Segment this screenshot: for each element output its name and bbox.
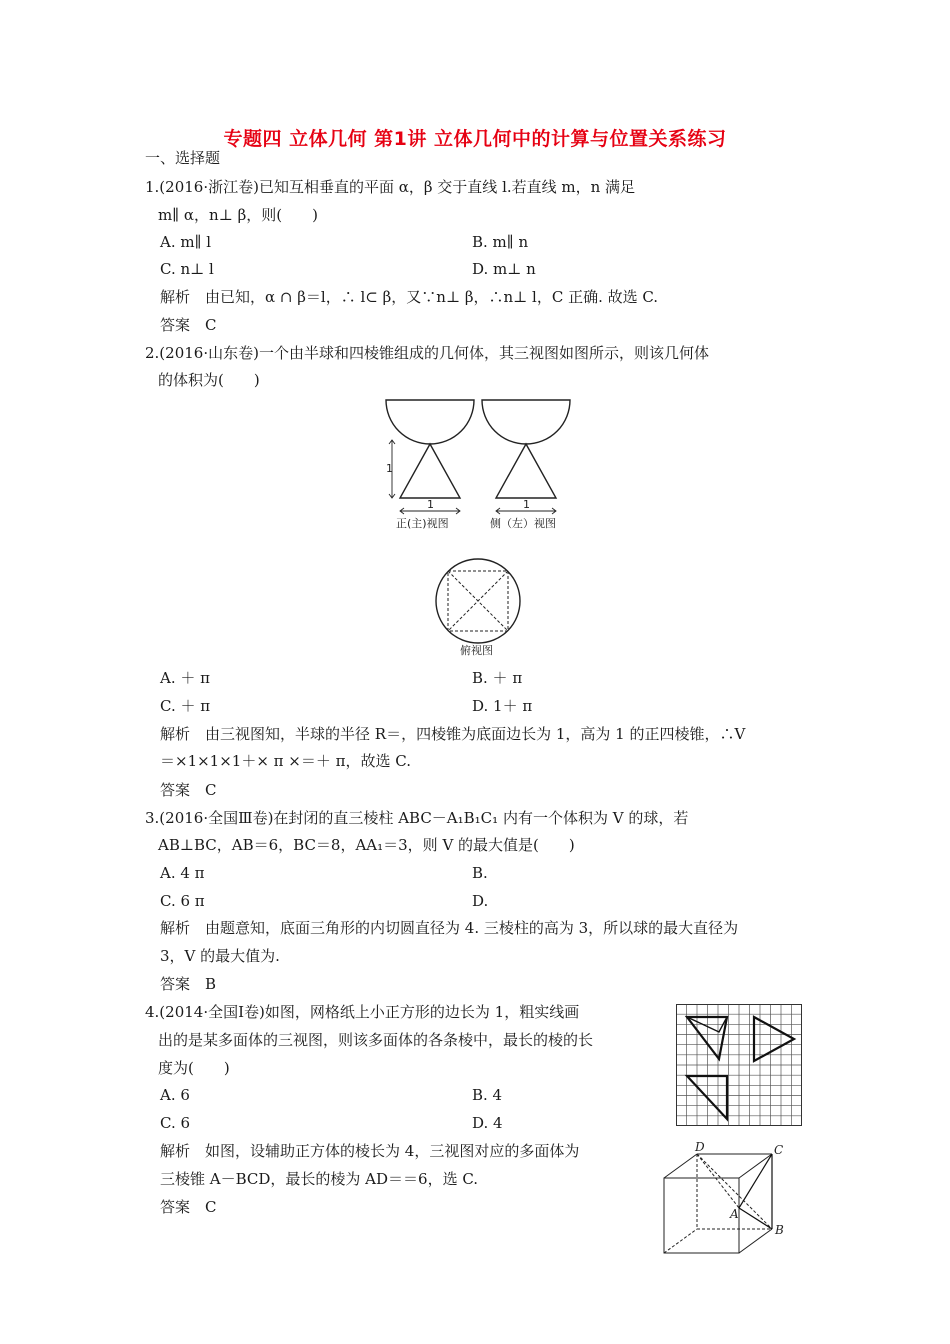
q4-analysis-line1: 解析 如图，设辅助正方体的棱长为 4，三视图对应的多面体为 [160, 1142, 580, 1160]
q2-option-d: D. 1＋ π [472, 697, 533, 715]
width-label: 1 [427, 498, 434, 511]
top-view-caption: 俯视图 [460, 644, 493, 657]
q1-stem-line1: 1.(2016·浙江卷)已知互相垂直的平面 α，β 交于直线 l.若直线 m，n 满足 [145, 178, 636, 196]
front-view-caption: 正(主)视图 [396, 517, 449, 530]
cube-label-a: A [730, 1207, 739, 1221]
q4-option-d: D. 4 [472, 1114, 503, 1132]
grid-three-view-figure [676, 1004, 802, 1126]
q3-stem-line1: 3.(2016·全国Ⅲ卷)在封闭的直三棱柱 ABC－A₁B₁C₁ 内有一个体积为 V 的球，若 [145, 809, 689, 827]
q4-stem-line1: 4.(2014·全国Ⅰ卷)如图，网格纸上小正方形的边长为 1，粗实线画 [145, 1003, 580, 1021]
three-view-side-figure [478, 398, 578, 533]
q1-answer: 答案 C [160, 316, 217, 334]
height-label: 1 [386, 462, 393, 475]
q2-answer: 答案 C [160, 781, 217, 799]
side-view-caption: 侧（左）视图 [490, 517, 556, 530]
side-width-label: 1 [523, 498, 530, 511]
q1-option-b: B. m∥ n [472, 233, 529, 251]
q4-stem-line2: 出的是某多面体的三视图，则该多面体的各条棱中，最长的棱的长 [158, 1031, 594, 1049]
q4-option-b: B. 4 [472, 1086, 503, 1104]
q1-option-a: A. m∥ l [160, 233, 212, 251]
q3-answer: 答案 B [160, 975, 217, 993]
section-heading: 一、选择题 [145, 149, 221, 167]
q1-stem-line2: m∥ α，n⊥ β，则( ) [158, 206, 318, 224]
q1-option-d: D. m⊥ n [472, 260, 536, 278]
three-view-front-figure [380, 398, 480, 533]
q4-option-a: A. 6 [160, 1086, 190, 1104]
q2-option-a: A. ＋ π [160, 669, 210, 687]
q2-analysis-line1: 解析 由三视图知，半球的半径 R＝，四棱锥为底面边长为 1，高为 1 的正四棱锥，∴V [160, 725, 746, 743]
cube-label-b: B [775, 1223, 784, 1237]
q3-analysis-line2: 3，V 的最大值为. [160, 947, 280, 965]
q3-option-d: D. [472, 892, 489, 910]
q4-stem-line3: 度为( ) [158, 1059, 230, 1077]
q3-option-c: C. 6 π [160, 892, 205, 910]
q2-option-c: C. ＋ π [160, 697, 211, 715]
q3-analysis-line1: 解析 由题意知，底面三角形的内切圆直径为 4. 三棱柱的高为 3，所以球的最大直径为 [160, 919, 739, 937]
q1-analysis: 解析 由已知，α ∩ β＝l，∴ l⊂ β，又∵n⊥ β，∴n⊥ l，C 正确. 故选 C. [160, 288, 659, 306]
q3-option-a: A. 4 π [160, 864, 205, 882]
q2-option-b: B. ＋ π [472, 669, 523, 687]
q4-answer: 答案 C [160, 1198, 217, 1216]
three-view-top-figure [430, 557, 530, 657]
q4-option-c: C. 6 [160, 1114, 191, 1132]
q2-stem-line1: 2.(2016·山东卷)一个由半球和四棱锥组成的几何体，其三视图如图所示，则该几何体 [145, 344, 709, 362]
cube-label-c: C [774, 1143, 784, 1157]
q1-option-c: C. n⊥ l [160, 260, 214, 278]
q4-analysis-line2: 三棱锥 A－BCD，最长的棱为 AD＝＝6，选 C. [160, 1170, 479, 1188]
q2-analysis-line2: ＝×1×1×1＋× π ×＝＋ π，故选 C. [160, 752, 411, 770]
q2-stem-line2: 的体积为( ) [158, 371, 260, 389]
q3-stem-line2: AB⊥BC，AB＝6，BC＝8，AA₁＝3，则 V 的最大值是( ) [158, 836, 575, 854]
q3-option-b: B. [472, 864, 488, 882]
cube-label-d: D [695, 1140, 705, 1154]
cube-figure [654, 1142, 794, 1257]
page-title: 专题四 立体几何 第1讲 立体几何中的计算与位置关系练习 [223, 128, 727, 150]
